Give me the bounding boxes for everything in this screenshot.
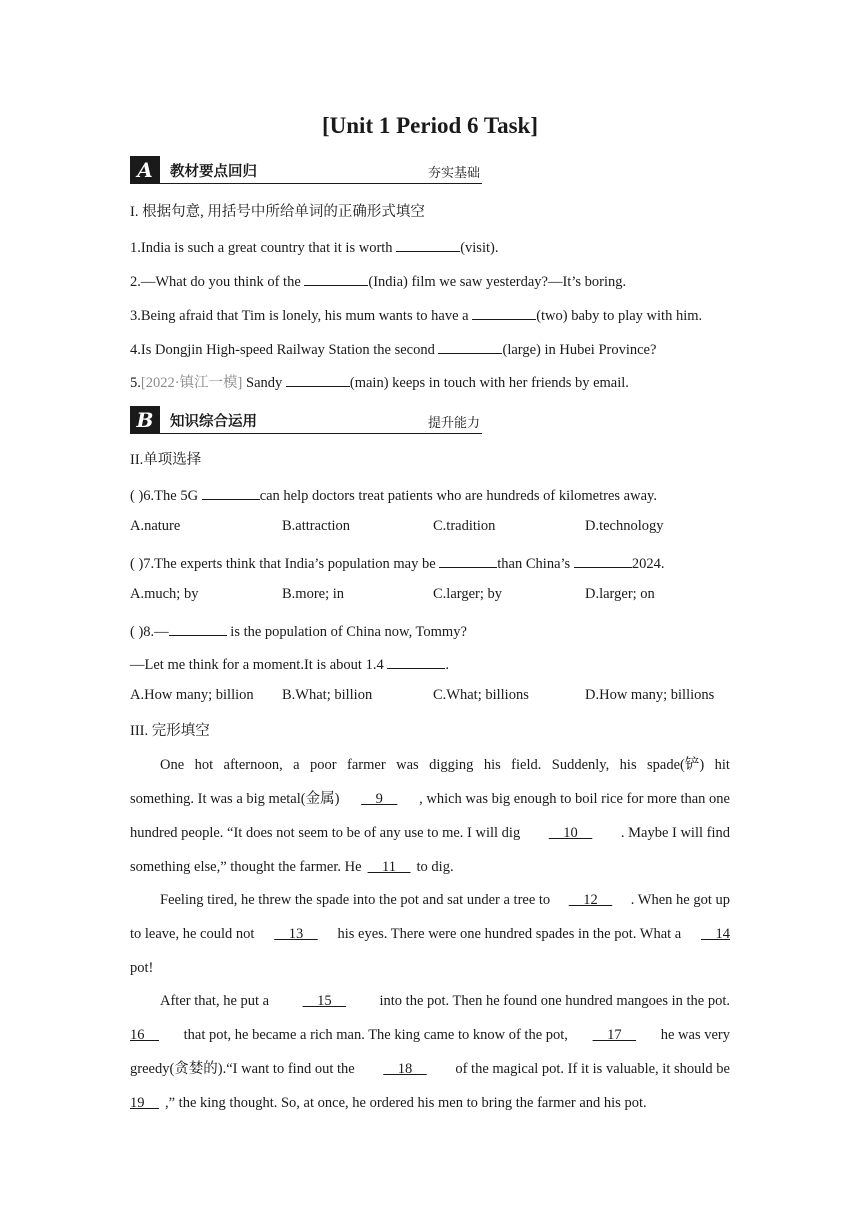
cloze-text: greedy(贪婪的).“I want to find out the (130, 1061, 355, 1077)
answer-blank[interactable] (202, 484, 260, 500)
cloze-text: spade(铲) (647, 757, 705, 773)
cloze-blank[interactable]: 12 (568, 892, 613, 908)
part-ii-heading: II.单项选择 (130, 452, 202, 468)
answer-blank[interactable] (396, 236, 460, 252)
cloze-text: a (293, 757, 300, 773)
cloze-text: to leave, he could not (130, 926, 255, 942)
cloze-line (130, 789, 730, 823)
answer-blank[interactable] (387, 653, 445, 669)
cloze-blank[interactable]: 17 (592, 1027, 637, 1043)
q6-option-d[interactable]: D.technology (585, 518, 664, 534)
answer-blank[interactable] (472, 304, 536, 320)
cloze-text: ,” the king thought. So, at once, he ordered his men to bring the farmer and his pot. (165, 1095, 647, 1111)
cloze-paragraph-2 (130, 890, 730, 992)
cloze-line (130, 823, 730, 857)
cloze-blank[interactable]: 9 (361, 791, 398, 807)
cloze-line (130, 991, 730, 1025)
cloze-text: . Maybe I will find (620, 825, 730, 841)
question-7: ( )7.The experts think that India’s population may be than China’s 2024. (130, 552, 664, 574)
cloze-text: hundred people. “It does not seem to be of any use to me. I will dig (130, 825, 521, 841)
cloze-text: , which was big enough to boil rice for more than one (419, 791, 730, 807)
answer-paren[interactable]: ( ) (130, 488, 144, 504)
cloze-line (130, 1093, 730, 1127)
cloze-text: One (160, 757, 185, 773)
cloze-paragraph-3 (130, 991, 730, 1127)
section-a-label: 教材要点回归 (170, 164, 257, 180)
q6-option-c[interactable]: C.tradition (433, 518, 496, 534)
q6-option-b[interactable]: B.attraction (282, 518, 351, 534)
q7-option-c[interactable]: C.larger; by (433, 586, 502, 602)
cloze-text: into the pot. Then he found one hundred mangoes in the pot. (379, 993, 730, 1009)
cloze-text: of the magical pot. If it is valuable, it should be (455, 1061, 730, 1077)
cloze-line (130, 924, 730, 958)
q7-option-b[interactable]: B.more; in (282, 586, 345, 602)
cloze-blank[interactable]: 15 (302, 993, 347, 1009)
section-b-label: 知识综合运用 (170, 414, 257, 430)
cloze-text: hot (194, 757, 214, 773)
cloze-line (130, 890, 730, 924)
q8-option-d[interactable]: D.How many; billions (585, 687, 715, 703)
question-5: 5.[2022·镇江一模] Sandy (main) keeps in touch with her friends by email. (130, 371, 629, 393)
cloze-line (130, 1025, 730, 1059)
cloze-text: he was very (660, 1027, 730, 1043)
cloze-text: afternoon, (223, 757, 283, 773)
cloze-blank[interactable]: 19 (130, 1095, 159, 1111)
part-iii-heading: III. 完形填空 (130, 723, 210, 739)
cloze-text: was (396, 757, 419, 773)
cloze-text: farmer (347, 757, 386, 773)
cloze-text: digging (429, 757, 474, 773)
cloze-text: his (619, 757, 637, 773)
cloze-blank[interactable]: 11 (367, 859, 411, 875)
section-a-badge: A (130, 156, 160, 184)
question-2: 2.—What do you think of the (India) film we saw yesterday?—It’s boring. (130, 270, 626, 292)
cloze-text: poor (310, 757, 337, 773)
section-b-tag: 提升能力 (427, 416, 480, 431)
section-a-tag: 夯实基础 (427, 166, 480, 181)
cloze-text: Suddenly, (551, 757, 610, 773)
answer-paren[interactable]: ( ) (130, 556, 144, 572)
page-title: [Unit 1 Period 6 Task] (322, 113, 538, 138)
cloze-blank[interactable]: 14 (701, 926, 730, 942)
q6-option-a[interactable]: A.nature (130, 518, 181, 534)
question-source: [2022·镇江一模] (140, 375, 243, 391)
section-a-rule (130, 183, 482, 185)
cloze-text: his eyes. There were one hundred spades in the pot. What a (337, 926, 682, 942)
q8-option-c[interactable]: C.What; billions (433, 687, 529, 703)
part-i-heading: I. 根据句意, 用括号中所给单词的正确形式填空 (130, 204, 425, 220)
cloze-paragraph-1 (130, 755, 730, 891)
question-6: ( )6.The 5G can help doctors treat patients who are hundreds of kilometres away. (130, 484, 657, 506)
cloze-text: his (483, 757, 501, 773)
question-8: ( )8.— is the population of China now, Tommy? (130, 620, 467, 642)
answer-blank[interactable] (438, 338, 502, 354)
cloze-text: . When he got up (630, 892, 730, 908)
question-1: 1.India is such a great country that it is worth (visit). (130, 236, 498, 258)
q8-option-b[interactable]: B.What; billion (282, 687, 373, 703)
cloze-text: something. It was a big metal(金属) (130, 791, 340, 807)
question-4: 4.Is Dongjin High-speed Railway Station the second (large) in Hubei Province? (130, 338, 656, 360)
cloze-blank[interactable]: 18 (383, 1061, 427, 1077)
section-b-banner (130, 406, 482, 434)
q8-option-a[interactable]: A.How many; billion (130, 687, 254, 703)
cloze-text: something else,” thought the farmer. He (130, 859, 362, 875)
question-3: 3.Being afraid that Tim is lonely, his mum wants to have a (two) baby to play with him. (130, 304, 702, 326)
cloze-text: that pot, he became a rich man. The king came to know of the pot, (183, 1027, 568, 1043)
cloze-line (130, 958, 730, 992)
cloze-line (130, 857, 730, 891)
answer-blank[interactable] (304, 270, 368, 286)
answer-blank[interactable] (169, 620, 227, 636)
section-a-banner (130, 156, 482, 184)
answer-blank[interactable] (574, 552, 632, 568)
cloze-line (130, 755, 730, 789)
cloze-blank[interactable]: 16 (130, 1027, 159, 1043)
answer-paren[interactable]: ( ) (130, 624, 144, 640)
cloze-text: hit (714, 757, 730, 773)
section-b-rule (130, 433, 482, 435)
cloze-text: After that, he put a (160, 993, 270, 1009)
cloze-line (130, 1059, 730, 1093)
cloze-text: field. (511, 757, 542, 773)
cloze-text: pot! (130, 960, 154, 976)
q7-option-d[interactable]: D.larger; on (585, 586, 655, 602)
answer-blank[interactable] (439, 552, 497, 568)
cloze-blank[interactable]: 13 (274, 926, 318, 942)
section-b-badge: B (130, 406, 160, 434)
question-8-reply: —Let me think for a moment.It is about 1.4 . (130, 653, 449, 675)
cloze-text: Feeling tired, he threw the spade into the pot and sat under a tree to (160, 892, 551, 908)
cloze-blank[interactable]: 10 (548, 825, 593, 841)
answer-blank[interactable] (286, 371, 350, 387)
q7-option-a[interactable]: A.much; by (130, 586, 199, 602)
cloze-text: to dig. (416, 859, 454, 875)
